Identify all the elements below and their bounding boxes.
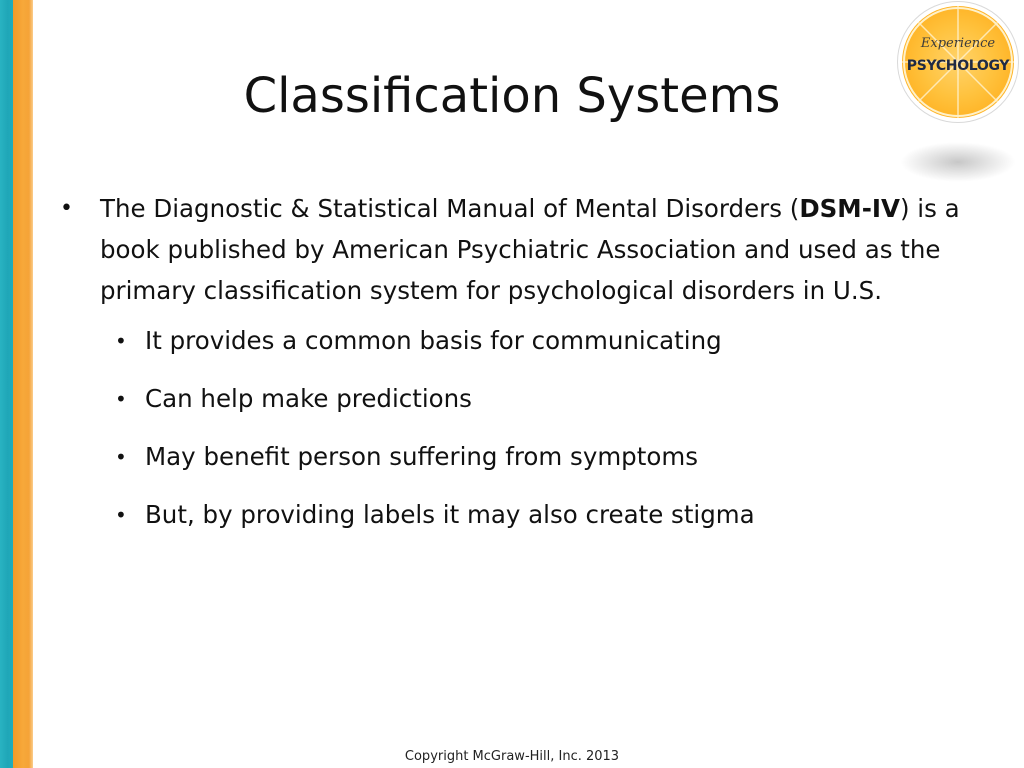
sub-bullet-list <box>60 325 960 531</box>
sub-bullet <box>115 325 960 357</box>
bullet-icon: • <box>115 445 127 469</box>
slide-content <box>60 188 960 557</box>
main-bullet-text-before: The Diagnostic & Statistical Manual of Mental Disorders ( <box>100 194 800 223</box>
logo-shadow <box>900 142 1016 182</box>
bullet-icon: • <box>115 329 127 353</box>
logo-main-text: PSYCHOLOGY <box>906 58 1010 74</box>
sub-bullet-text: May benefit person suffering from symptoms <box>145 442 698 471</box>
bullet-icon: • <box>115 503 127 527</box>
sub-bullet <box>115 499 960 531</box>
copyright-text: Copyright McGraw-Hill, Inc. 2013 <box>404 749 620 764</box>
sub-bullet-text: But, by providing labels it may also create stigma <box>145 500 755 529</box>
sub-bullet-text: Can help make predictions <box>145 384 472 413</box>
sub-bullet-text: It provides a common basis for communicating <box>145 326 722 355</box>
slide-title: Classification Systems <box>243 68 781 124</box>
dsm-iv-term: DSM-IV <box>799 194 900 223</box>
sub-bullet <box>115 383 960 415</box>
sub-bullet <box>115 441 960 473</box>
copyright-footer <box>0 749 1024 765</box>
main-bullet <box>60 188 960 311</box>
main-bullet-text-after: ) is a book published by American Psychiatric Association and used as the primary classification system for psychological disorders in U.S. <box>100 194 960 305</box>
logo-script-text: Experience <box>920 36 996 51</box>
bullet-icon: • <box>60 196 73 221</box>
bullet-icon: • <box>115 387 127 411</box>
